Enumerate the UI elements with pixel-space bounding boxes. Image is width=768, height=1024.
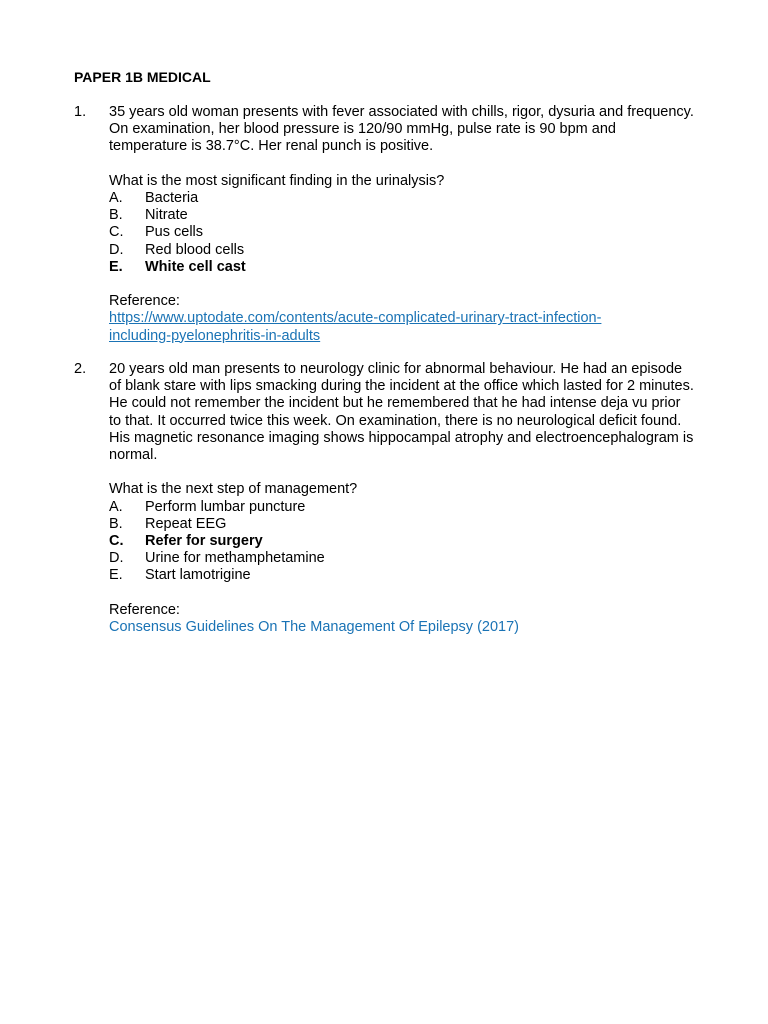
reference-label: Reference: [109, 601, 180, 618]
reference-link-line-2: including-pyelonephritis-in-adults [109, 327, 321, 344]
reference-link-line-1: https://www.uptodate.com/contents/acute-complicated-urinary-tract-infection- [109, 310, 602, 327]
question-body [109, 104, 694, 345]
option-letter: D. [109, 550, 124, 567]
option-text: Bacteria [145, 190, 199, 206]
option-text: Repeat EEG [145, 515, 227, 532]
question-2 [74, 361, 694, 636]
page-title: PAPER 1B MEDICAL [74, 69, 211, 85]
answer-option-d [109, 550, 694, 567]
answer-option-d [109, 242, 694, 259]
answer-option-e [109, 259, 694, 276]
option-letter: A. [109, 498, 123, 515]
question-prompt: What is the most significant finding in the urinalysis? [109, 172, 445, 189]
option-letter: E. [109, 258, 123, 275]
option-text: Pus cells [145, 224, 204, 241]
reference-link-line-1: Consensus Guidelines On The Management Of Epilepsy (2017) [109, 619, 519, 636]
option-text: Perform lumbar puncture [145, 498, 306, 515]
answer-options [109, 190, 694, 276]
option-letter: A. [109, 190, 123, 206]
answer-option-e [109, 567, 694, 584]
answer-option-a [109, 499, 694, 516]
answer-option-a [109, 190, 694, 207]
option-letter: C. [109, 533, 124, 550]
option-text: Start lamotrigine [145, 567, 251, 584]
question-number: 1. [74, 104, 87, 120]
option-text: Nitrate [145, 207, 188, 224]
answer-option-b [109, 516, 694, 533]
option-letter: C. [109, 224, 124, 241]
option-letter: B. [109, 207, 123, 224]
option-letter: B. [109, 515, 123, 532]
option-text: White cell cast [145, 258, 246, 275]
reference-link[interactable] [109, 619, 694, 636]
question-stem: 35 years old woman presents with fever associated with chills, rigor, dysuria and frequency. On examination, her blood pressure is 120/90 mmHg, pulse rate is 90 bpm and temperature is 38.7°C. Her renal punch is positive. [109, 104, 694, 155]
answer-option-b [109, 207, 694, 224]
reference-link[interactable] [109, 310, 694, 344]
answer-options [109, 499, 694, 585]
option-text: Refer for surgery [145, 533, 263, 550]
question-1 [74, 104, 694, 345]
option-letter: E. [109, 567, 123, 584]
answer-option-c [109, 224, 694, 241]
question-stem: 20 years old man presents to neurology clinic for abnormal behaviour. He had an episode of blank stare with lips smacking during the incident at the office which lasted for 2 minutes. He could not remember the incident but he remembered that he had intense deja vu prior to that. It occurred twice this week. On examination, there is no neurological deficit found. His magnetic resonance imaging shows hippocampal atrophy and electroencephalogram is normal. [109, 361, 694, 464]
option-letter: D. [109, 241, 124, 258]
reference-label: Reference: [109, 293, 180, 310]
option-text: Red blood cells [145, 241, 245, 258]
question-prompt: What is the next step of management? [109, 481, 358, 498]
question-number: 2. [74, 361, 87, 377]
answer-option-c [109, 533, 694, 550]
option-text: Urine for methamphetamine [145, 550, 325, 567]
question-body [109, 361, 694, 636]
